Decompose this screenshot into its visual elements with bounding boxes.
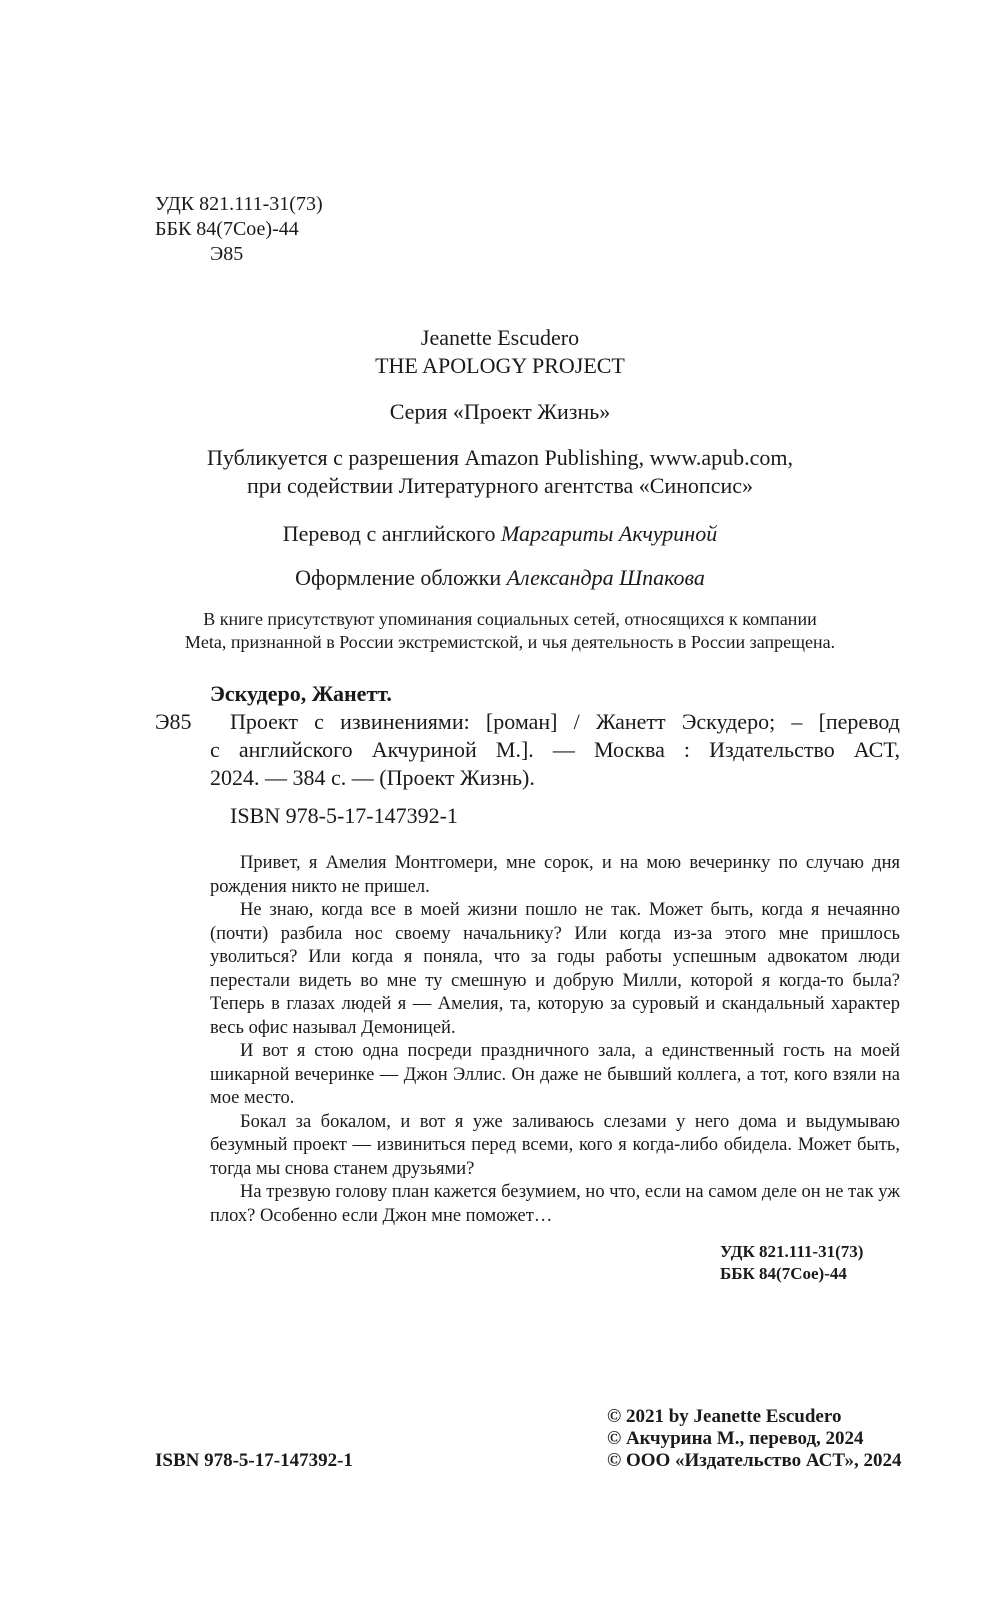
copyright-translation: © Акчурина М., перевод, 2024 bbox=[607, 1428, 864, 1449]
original-author: Jeanette Escudero bbox=[420, 325, 580, 350]
classification-codes bbox=[155, 192, 323, 267]
cover-designer-name: Александра Шпакова bbox=[506, 565, 705, 590]
catalog-description-line-3: 2024. — 384 с. — (Проект Жизнь). bbox=[210, 765, 535, 790]
catalog-author-heading: Эскудеро, Жанетт. bbox=[210, 681, 392, 706]
catalog-code: Э85 bbox=[155, 709, 192, 734]
series-name: Серия «Проект Жизнь» bbox=[389, 399, 611, 424]
annotation-paragraph: Бокал за бокалом, и вот я уже заливаюсь слезами у него дома и выдумываю безумный проект — извиниться перед всеми, кого я когда-либо обидела. Может быть, тогда мы снова станем друзьями? bbox=[210, 1111, 900, 1179]
catalog-description-line-2: с английского Акчуриной М.]. — Москва : Издательство АСТ, bbox=[210, 737, 900, 762]
annotation-paragraph: Не знаю, когда все в моей жизни пошло не так. Может быть, когда я нечаянно (почти) разбила нос своему начальнику? Или когда из-за этого мне пришлось уволиться? Или когда я поняла, что за годы работы успешным адвокатом люди перестали видеть во мне ту смешную и добрую Милли, которой я когда-то была? Теперь в глазах людей я — Амелия, та, которую за суровый и скандальный характер весь офис называл Демоницей. bbox=[210, 900, 900, 1038]
book-annotation bbox=[210, 852, 900, 1228]
bbk-code: ББК 84(7Сое)-44 bbox=[155, 218, 299, 240]
meta-disclaimer bbox=[150, 608, 870, 654]
annotation-paragraph: Привет, я Амелия Монтгомери, мне сорок, и на мою вечеринку по случаю дня рождения никто не пришел. bbox=[210, 853, 900, 897]
isbn-bottom: ISBN 978-5-17-147392-1 bbox=[155, 1450, 353, 1471]
udk-code-bottom: УДК 821.111-31(73) bbox=[720, 1242, 864, 1261]
original-title-block bbox=[150, 324, 850, 380]
classification-codes-bottom bbox=[720, 1241, 863, 1285]
annotation-paragraph: И вот я стою одна посреди праздничного зала, а единственный гость на моей шикарной вечеринке — Джон Эллис. Он даже не бывший коллега, а тот, кого взяли на мое место. bbox=[210, 1041, 900, 1108]
author-mark: Э85 bbox=[210, 243, 244, 265]
catalog-description-row bbox=[155, 708, 900, 736]
cover-design-credit bbox=[150, 564, 850, 592]
cover-design-prefix: Оформление обложки bbox=[295, 565, 507, 590]
copyright-notices bbox=[607, 1406, 902, 1472]
translation-credit bbox=[150, 520, 850, 548]
translation-prefix: Перевод с английского bbox=[282, 521, 502, 546]
catalog-description-line-1: Проект с извинениями: [роман] / Жанетт Эскудеро; – [перевод bbox=[230, 709, 900, 734]
bbk-code-bottom: ББК 84(7Сое)-44 bbox=[720, 1264, 847, 1283]
translator-name: Маргариты Акчуриной bbox=[501, 521, 718, 546]
library-catalog-entry bbox=[155, 680, 900, 830]
publication-permission bbox=[150, 444, 850, 500]
catalog-isbn: ISBN 978-5-17-147392-1 bbox=[230, 803, 458, 828]
annotation-paragraph: На трезвую голову план кажется безумием, но что, если на самом деле он не так уж плох? Особенно если Джон мне поможет… bbox=[210, 1182, 900, 1226]
meta-disclaimer-line-1: В книге присутствуют упоминания социальных сетей, относящихся к компании bbox=[203, 609, 817, 629]
udk-code: УДК 821.111-31(73) bbox=[155, 193, 323, 215]
meta-disclaimer-line-2: Meta, признанной в России экстремистской, и чья деятельность в России запрещена. bbox=[184, 632, 836, 652]
original-title: THE APOLOGY PROJECT bbox=[375, 353, 625, 378]
copyright-publisher: © ООО «Издательство АСТ», 2024 bbox=[607, 1450, 902, 1471]
permission-line-2: при содействии Литературного агентства «Синопсис» bbox=[246, 473, 754, 498]
copyright-author: © 2021 by Jeanette Escudero bbox=[607, 1406, 842, 1427]
permission-line-1: Публикуется с разрешения Amazon Publishing, www.apub.com, bbox=[206, 445, 793, 470]
